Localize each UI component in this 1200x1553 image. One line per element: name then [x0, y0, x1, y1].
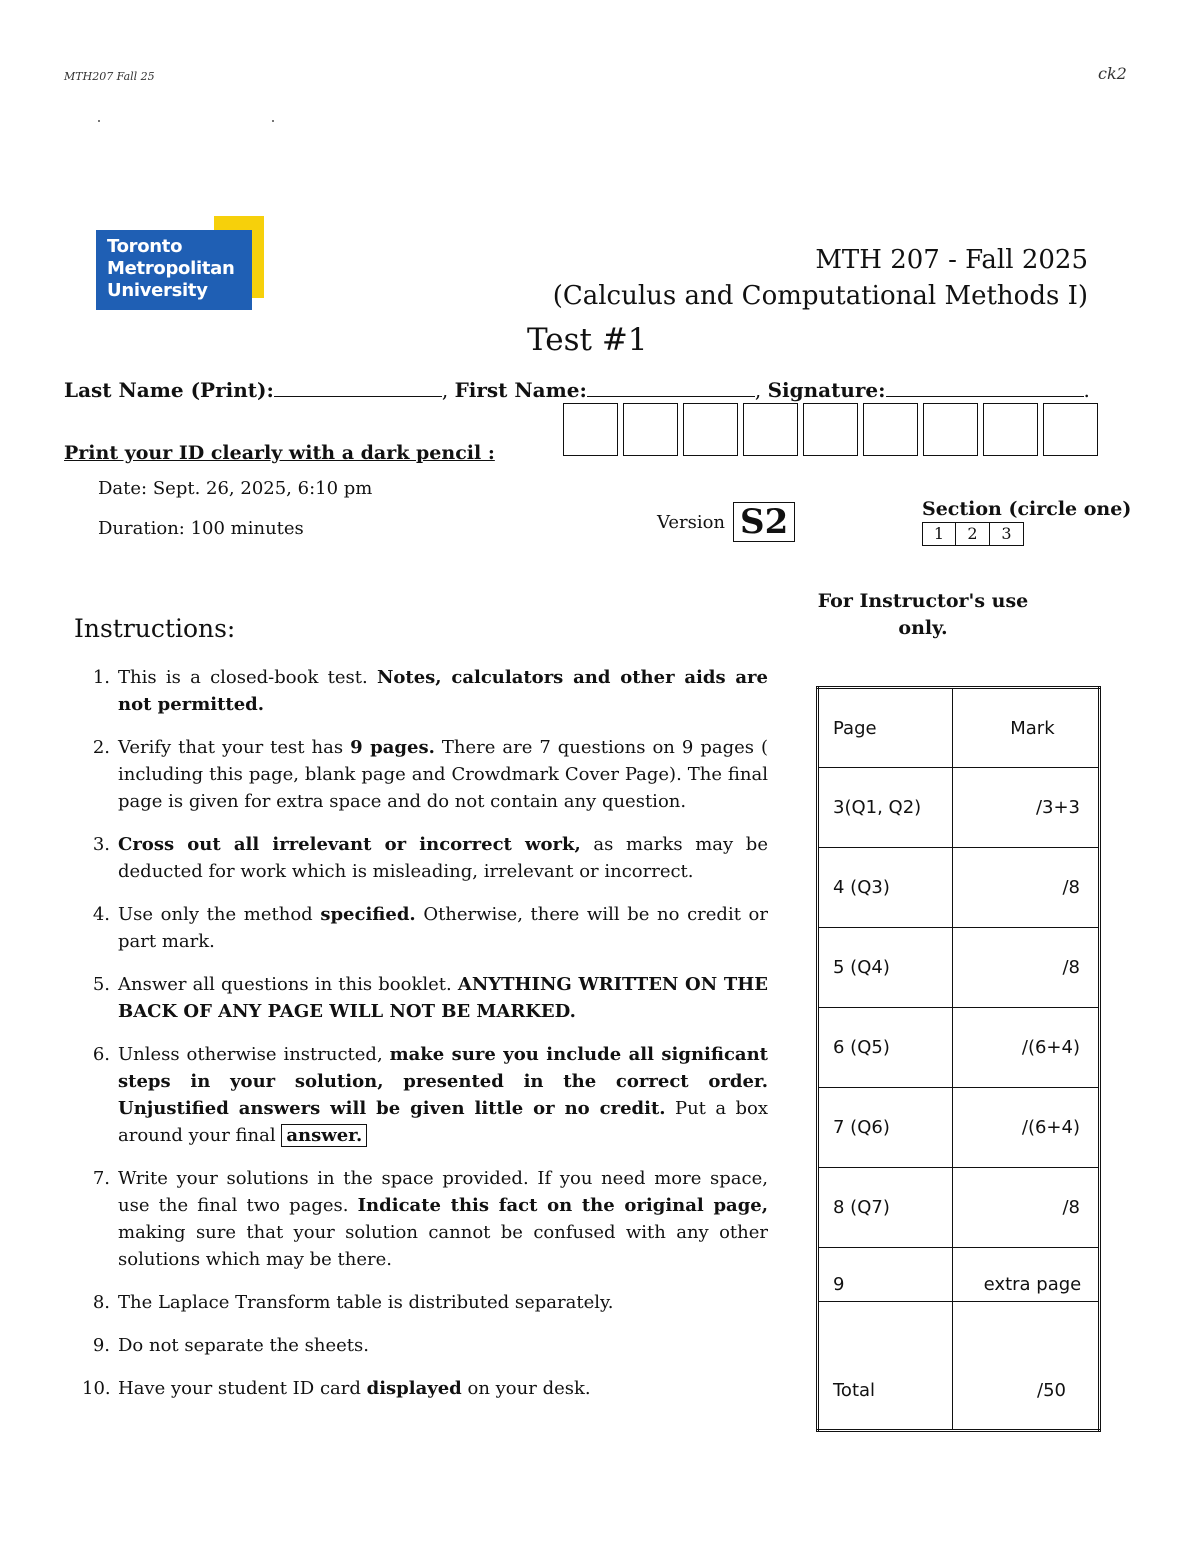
test-date: Date: Sept. 26, 2025, 6:10 pm: [98, 478, 373, 499]
row-page: Total: [818, 1302, 953, 1431]
scan-mark: [98, 120, 100, 122]
signature-blank[interactable]: [886, 378, 1084, 397]
row-page: 4 (Q3): [818, 848, 953, 928]
id-digit-box[interactable]: [803, 403, 858, 456]
instruction-item: 1. This is a closed-book test. Notes, calculators and other aids are not permitted.: [92, 667, 768, 715]
course-name: (Calculus and Computational Methods I): [552, 281, 1088, 311]
last-name-blank[interactable]: [274, 378, 442, 397]
scan-mark: [272, 120, 274, 122]
section-option-1[interactable]: 1: [922, 522, 956, 546]
id-digit-box[interactable]: [623, 403, 678, 456]
instructions-heading: Instructions:: [74, 614, 236, 643]
instruction-item: 8. The Laplace Transform table is distributed separately.: [92, 1292, 614, 1313]
table-row: [818, 1248, 1100, 1302]
running-header-left: MTH207 Fall 25: [64, 70, 155, 83]
signature-label: Signature:: [767, 378, 886, 402]
table-row: [818, 928, 1100, 1008]
section-option-2[interactable]: 2: [956, 522, 990, 546]
version-box: S2: [733, 502, 795, 542]
name-fields-row: Last Name (Print): , First Name: , Signature: .: [64, 378, 1090, 402]
instruction-item: 3. Cross out all irrelevant or incorrect work, as marks may be deducted for work which is misleading, irrelevant or incorrect.: [92, 834, 768, 882]
row-page: 8 (Q7): [818, 1168, 953, 1248]
row-mark: /(6+4): [952, 1008, 1099, 1088]
id-digit-box[interactable]: [563, 403, 618, 456]
test-duration: Duration: 100 minutes: [98, 518, 304, 539]
header-page: Page: [818, 688, 953, 768]
instructor-use-note: For Instructor's use only.: [817, 590, 1029, 639]
first-name-blank[interactable]: [587, 378, 755, 397]
header-mark: Mark: [952, 688, 1099, 768]
course-heading: [553, 242, 1088, 314]
instruction-item: 7. Write your solutions in the space provided. If you need more space, use the final two pages. Indicate this fact on the original page, making sure that your solution cannot be confused with any other solutions which may be there.: [92, 1168, 768, 1270]
last-name-label: Last Name (Print):: [64, 378, 274, 402]
row-mark: /8: [952, 928, 1099, 1008]
table-header-row: [818, 688, 1100, 768]
row-mark: /50: [952, 1302, 1099, 1431]
id-digit-box[interactable]: [923, 403, 978, 456]
row-mark: /(6+4): [952, 1088, 1099, 1168]
row-mark: /8: [952, 848, 1099, 928]
row-page: 9: [818, 1248, 953, 1302]
instruction-item: 10. Have your student ID card displayed on your desk.: [82, 1378, 591, 1399]
section-options: [922, 522, 1131, 546]
answer-box-example: answer.: [281, 1124, 367, 1147]
table-row: [818, 1088, 1100, 1168]
row-page: 3(Q1, Q2): [818, 768, 953, 848]
row-page: 6 (Q5): [818, 1008, 953, 1088]
table-row: [818, 848, 1100, 928]
table-row: [818, 1008, 1100, 1088]
instruction-item: 2. Verify that your test has 9 pages. There are 7 questions on 9 pages ( including this page, blank page and Crowdmark Cover Page). The final page is given for extra space and do not contain any question.: [92, 737, 769, 812]
version-indicator: [657, 502, 795, 542]
section-option-3[interactable]: 3: [990, 522, 1024, 546]
first-name-label: First Name:: [454, 378, 587, 402]
instruction-item: 6. Unless otherwise instructed, make sure you include all significant steps in your solution, presented in the correct order. Unjustified answers will be given little or no credit. Put a box around your final answer.: [92, 1044, 768, 1146]
row-mark: /3+3: [952, 768, 1099, 848]
id-digit-box[interactable]: [743, 403, 798, 456]
row-page: 7 (Q6): [818, 1088, 953, 1168]
id-digit-box[interactable]: [683, 403, 738, 456]
table-row: [818, 768, 1100, 848]
running-header-right: ck2: [1098, 64, 1127, 83]
university-logo: [96, 216, 264, 310]
table-row-total: [818, 1302, 1100, 1431]
id-digit-box[interactable]: [863, 403, 918, 456]
version-label: Version: [657, 511, 726, 533]
section-selector: [922, 498, 1131, 546]
test-title: Test #1: [527, 322, 648, 358]
instruction-item: 9. Do not separate the sheets.: [92, 1335, 369, 1356]
instruction-item: 5. Answer all questions in this booklet. ANYTHING WRITTEN ON THE BACK OF ANY PAGE WILL NOT BE MARKED.: [92, 974, 768, 1022]
section-label: Section (circle one): [922, 498, 1132, 520]
row-page: 5 (Q4): [818, 928, 953, 1008]
marks-table: [816, 686, 1101, 1432]
id-digit-box[interactable]: [983, 403, 1038, 456]
instruction-item: 4. Use only the method specified. Otherwise, there will be no credit or part mark.: [92, 904, 768, 952]
table-row: [818, 1168, 1100, 1248]
course-code-term: MTH 207 - Fall 2025: [815, 245, 1088, 275]
row-mark: /8: [952, 1168, 1099, 1248]
instructions-list: [82, 664, 769, 1418]
student-id-boxes: [563, 403, 1098, 456]
logo-wordmark: Toronto Metropolitan University: [96, 230, 252, 310]
row-mark: extra page: [952, 1248, 1099, 1302]
id-instruction: Print your ID clearly with a dark pencil :: [64, 442, 495, 464]
id-digit-box[interactable]: [1043, 403, 1098, 456]
